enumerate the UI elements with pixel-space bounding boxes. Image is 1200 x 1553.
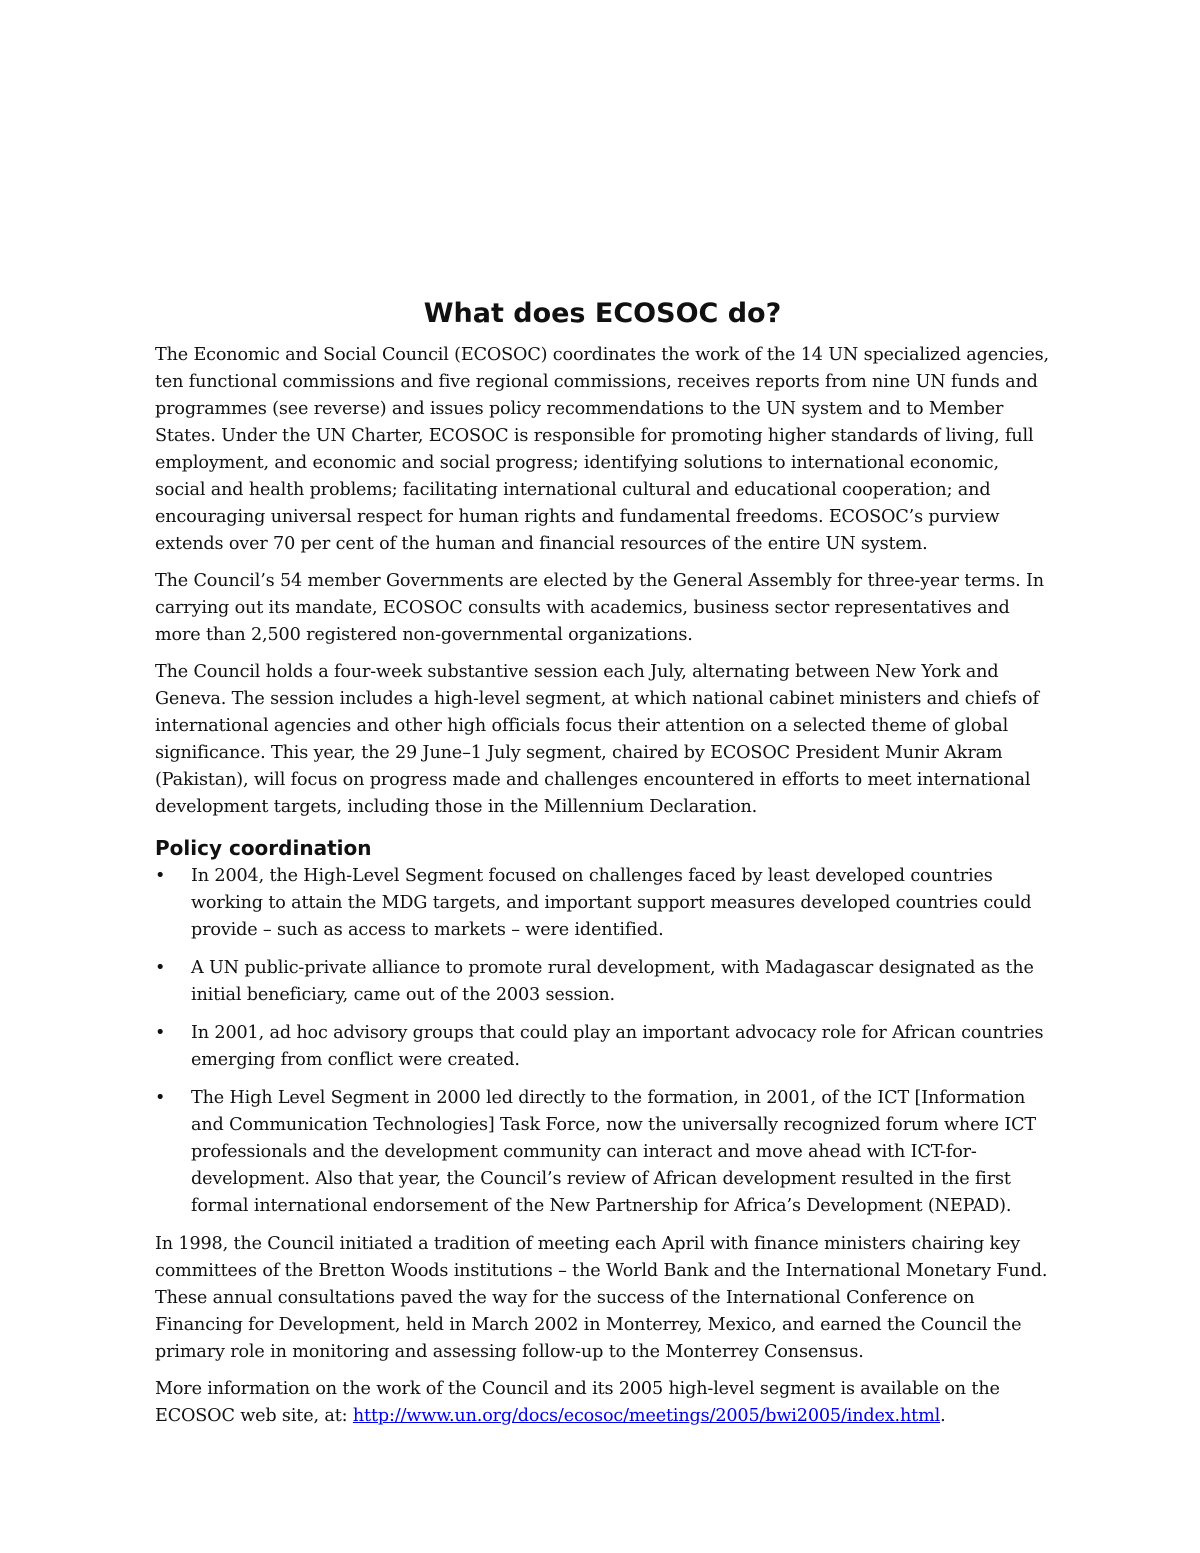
more-info-period: . (940, 1406, 946, 1426)
list-item-text: The High Level Segment in 2000 led directly to the formation, in 2001, of the ICT [Information and Communication Technologies] Task Force, now the universally recognized forum where ICT professionals and the development community can interact and move ahead with ICT-for-development. Also that year, the Council’s review of African development resulted in the first formal international endorsement of the New Partnership for Africa’s Development (NEPAD). (191, 1088, 1037, 1216)
bullet-icon: • (155, 958, 166, 978)
paragraph-bretton-woods: In 1998, the Council initiated a tradition of meeting each April with finance ministers chairing key committees of the Bretton Woods institutions – the World Bank and the International Monetary Fund. These annual consultations paved the way for the success of the International Conference on Financing for Development, held in March 2002 in Monterrey, Mexico, and earned the Council the primary role in monitoring and assessing follow-up to the Monterrey Consensus. (155, 1234, 1048, 1362)
list-item (155, 955, 1050, 1009)
more-info-text: More information on the work of the Council and its 2005 high-level segment is available on the ECOSOC web site, at: (155, 1379, 1000, 1426)
document-page (155, 296, 1050, 1440)
paragraph-overview: The Economic and Social Council (ECOSOC) coordinates the work of the 14 UN specialized agencies, ten functional commissions and five regional commissions, receives reports from nine UN funds and programmes (see reverse) and issues policy recommendations to the UN system and to Member States. Under the UN Charter, ECOSOC is responsible for promoting higher standards of living, full employment, and economic and social progress; identifying solutions to international economic, social and health problems; facilitating international cultural and educational cooperation; and encouraging universal respect for human rights and fundamental freedoms. ECOSOC’s purview extends over 70 per cent of the human and financial resources of the entire UN system. (155, 345, 1049, 554)
list-item-text: In 2004, the High-Level Segment focused on challenges faced by least developed countries working to attain the MDG targets, and important support measures developed countries could provide – such as access to markets – were identified. (191, 866, 1032, 940)
list-item-text: A UN public-private alliance to promote rural development, with Madagascar designated as the initial beneficiary, came out of the 2003 session. (191, 958, 1034, 1005)
bullet-icon: • (155, 1023, 166, 1043)
page-title: What does ECOSOC do? (423, 298, 782, 329)
list-item (155, 1085, 1050, 1220)
ecosoc-website-link[interactable]: http://www.un.org/docs/ecosoc/meetings/2005/bwi2005/index.html (352, 1406, 941, 1426)
policy-bullet-list (155, 863, 1050, 1220)
bullet-icon: • (155, 866, 166, 886)
list-item-text: In 2001, ad hoc advisory groups that could play an important advocacy role for African countries emerging from conflict were created. (191, 1023, 1044, 1070)
list-item (155, 1020, 1050, 1074)
paragraph-membership: The Council’s 54 member Governments are elected by the General Assembly for three-year terms. In carrying out its mandate, ECOSOC consults with academics, business sector representatives and more than 2,500 registered non-governmental organizations. (155, 571, 1044, 645)
list-item (155, 863, 1050, 944)
paragraph-more-information (155, 1376, 1050, 1430)
bullet-icon: • (155, 1088, 166, 1108)
paragraph-session: The Council holds a four-week substantive session each July, alternating between New York and Geneva. The session includes a high-level segment, at which national cabinet ministers and chiefs of international agencies and other high officials focus their attention on a selected theme of global significance. This year, the 29 June–1 July segment, chaired by ECOSOC President Munir Akram (Pakistan), will focus on progress made and challenges encountered in efforts to meet international development targets, including those in the Millennium Declaration. (155, 662, 1039, 817)
section-heading-policy-coordination: Policy coordination (155, 836, 372, 860)
